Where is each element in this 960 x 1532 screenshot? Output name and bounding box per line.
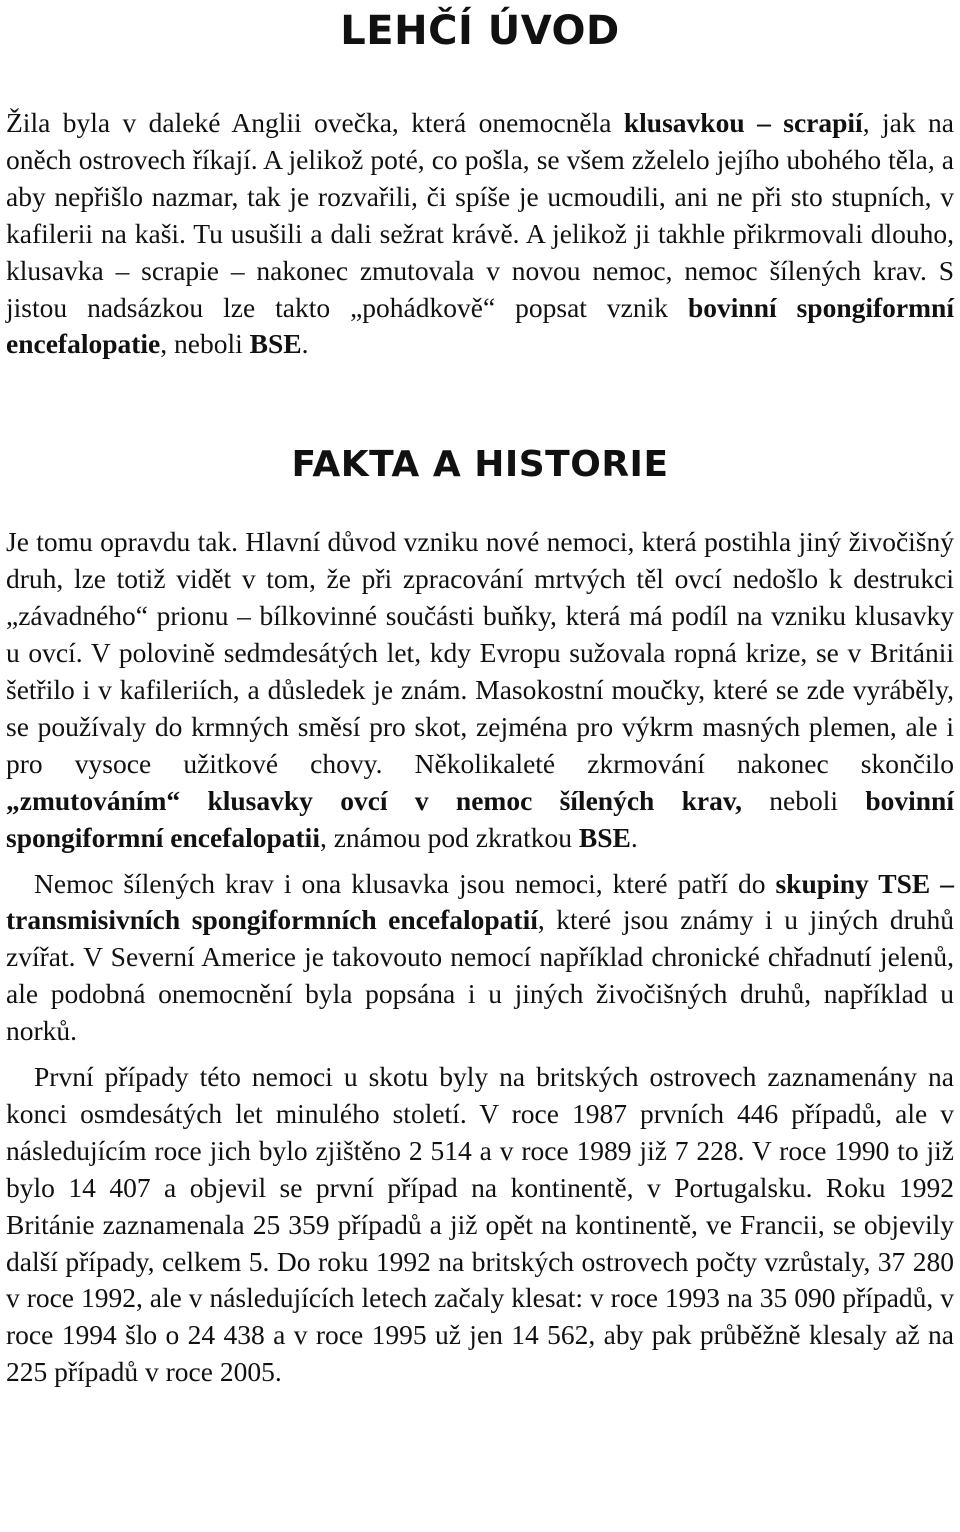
facts-p1-text-2: neboli [741,784,866,816]
facts-p1-bold-2: bovinní spongiformní encefalopatii [6,784,954,853]
intro-text-3: , neboli [160,328,250,360]
intro-text-2: , jak na oněch ostrovech říkají. A jelikož poté, co pošla, se všem zželelo jejího ubohého těla, a aby nepřišlo nazmar, tak je rozvařili, či spíše je ucmoudili, ani ne při sto stupních, v kafilerii na kaši. Tu usušili a dali sežrat krávě. A jelikož ji takhle přikrmovali dlouho, klusavka – scrapie – nakonec zmutovala v novou nemoc, nemoc šílených krav. S jistou nadsázkou lze takto „pohádkově“ popsat vznik [6,107,954,323]
facts-p1-text-3: , známou pod zkratkou [319,821,579,853]
facts-paragraph-1 [6,524,954,856]
facts-p1-text-1: Je tomu opravdu tak. Hlavní důvod vzniku nové nemoci, která postihla jiný živočišný druh, lze totiž vidět v tom, že při zpracování mrtvých těl ovcí nedošlo k destrukci „závadného“ prionu – bílkovinné součásti buňky, která má podíl na vzniku klusavky u ovcí. V polovině sedmdesátých let, kdy Evropu sužovala ropná krize, se v Británii šetřilo i v kafileriích, a důsledek je znám. Masokostní moučky, které se zde vyráběly, se používaly do krmných směsí pro skot, zejména pro výkrm masných plemen, ale i pro vysoce užitkové chovy. Několikaleté zkrmování nakonec skončilo [6,526,954,779]
facts-p2-text-2: , které jsou známy i u jiných druhů zvířat. V Severní Americe je takovouto nemocí například chronické chřadnutí jelenů, ale podobná onemocnění byla popsána i u jiných živočišných druhů, například u norků. [6,904,955,1047]
intro-bold-1: klusavkou – scrapií [623,107,863,138]
intro-bold-3: BSE [249,328,302,360]
intro-bold-2: bovinní spongiformní encefalopatie [6,291,954,360]
facts-p2-text-1: Nemoc šílených krav i ona klusavka jsou nemoci, které patří do [34,867,776,899]
intro-paragraph [6,105,954,363]
section-heading-intro: LEHČÍ ÚVOD [340,8,620,54]
facts-paragraph-3: První případy této nemoci u skotu byly na britských ostrovech zaznamenány na konci osmdesátých let minulého století. V roce 1987 prvních 446 případů, ale v následujícím roce jich bylo zjištěno 2 514 a v roce 1989 již 7 228. V roce 1990 to již bylo 14 407 a objevil se první případ na kontinentě, v Portugalsku. Roku 1992 Británie zaznamenala 25 359 případů a již opět na kontinentě, ve Francii, se objevily další případy, celkem 5. Do roku 1992 na britských ostrovech počty vzrůstaly, 37 280 v roce 1992, ale v následujících letech začaly klesat: v roce 1993 na 35 090 případů, v roce 1994 šlo o 24 438 a v roce 1995 už jen 14 562, aby pak průběžně klesaly až na 225 případů v roce 2005. [6,1061,954,1388]
spacer [6,363,954,444]
intro-text-4: . [301,328,309,360]
facts-p2-bold-1: skupiny TSE – transmisivních spongiformních encefalopatií [6,867,954,936]
spacer [6,486,954,524]
spacer [6,857,954,866]
facts-p1-bold-3: BSE [578,821,631,853]
spacer [6,54,954,105]
facts-p1-text-4: . [630,821,638,853]
intro-text-1: Žila byla v daleké Anglii ovečka, která onemocněla [6,107,624,138]
facts-paragraph-2 [6,866,954,1051]
facts-p1-bold-1: „zmutováním“ klusavky ovcí v nemoc šílených krav, [6,784,742,816]
spacer [6,1050,954,1059]
section-heading-facts: FAKTA A HISTORIE [291,444,669,486]
